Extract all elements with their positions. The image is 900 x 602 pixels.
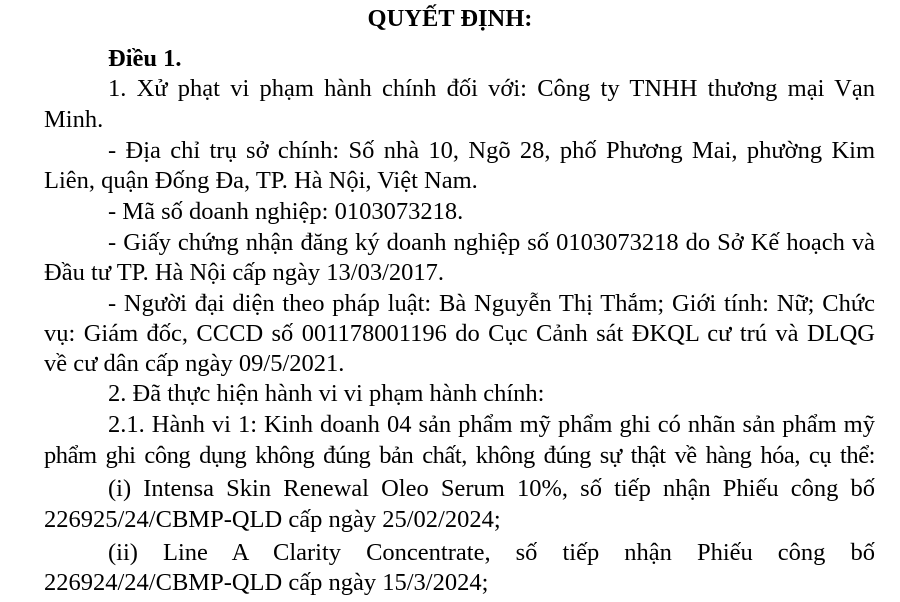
paragraph-line: Đầu tư TP. Hà Nội cấp ngày 13/03/2017. bbox=[44, 259, 445, 286]
paragraph-line: phẩm ghi công dụng không đúng bản chất, không đúng sự thật về hàng hóa, cụ thể: bbox=[44, 442, 875, 469]
document-title: QUYẾT ĐỊNH: bbox=[367, 5, 533, 32]
paragraph-line: 2.1. Hành vi 1: Kinh doanh 04 sản phẩm mỹ phẩm ghi có nhãn sản phẩm mỹ bbox=[108, 411, 875, 438]
paragraph-line: vụ: Giám đốc, CCCD số 001178001196 do Cục Cảnh sát ĐKQL cư trú và DLQG bbox=[44, 320, 875, 347]
paragraph-line: 226925/24/CBMP-QLD cấp ngày 25/02/2024; bbox=[44, 506, 501, 533]
paragraph-line: 226924/24/CBMP-QLD cấp ngày 15/3/2024; bbox=[44, 569, 489, 596]
paragraph-line: (i) Intensa Skin Renewal Oleo Serum 10%, số tiếp nhận Phiếu công bố bbox=[108, 475, 875, 502]
paragraph-line: về cư dân cấp ngày 09/5/2021. bbox=[44, 350, 345, 377]
paragraph-line: 2. Đã thực hiện hành vi vi phạm hành chính: bbox=[108, 380, 545, 407]
paragraph-line: - Giấy chứng nhận đăng ký doanh nghiệp số 0103073218 do Sở Kế hoạch và bbox=[108, 229, 875, 256]
paragraph-line: Liên, quận Đống Đa, TP. Hà Nội, Việt Nam. bbox=[44, 167, 478, 194]
paragraph-line: Minh. bbox=[44, 106, 104, 133]
paragraph-line: 1. Xử phạt vi phạm hành chính đối với: Công ty TNHH thương mại Vạn bbox=[108, 75, 875, 102]
paragraph-line: (ii) Line A Clarity Concentrate, số tiếp nhận Phiếu công bố bbox=[108, 539, 875, 566]
paragraph-line: - Người đại diện theo pháp luật: Bà Nguyễn Thị Thắm; Giới tính: Nữ; Chức bbox=[108, 290, 875, 317]
paragraph-line: - Mã số doanh nghiệp: 0103073218. bbox=[108, 198, 464, 225]
article-heading: Điều 1. bbox=[108, 45, 182, 72]
paragraph-line: - Địa chỉ trụ sở chính: Số nhà 10, Ngõ 28, phố Phương Mai, phường Kim bbox=[108, 137, 875, 164]
